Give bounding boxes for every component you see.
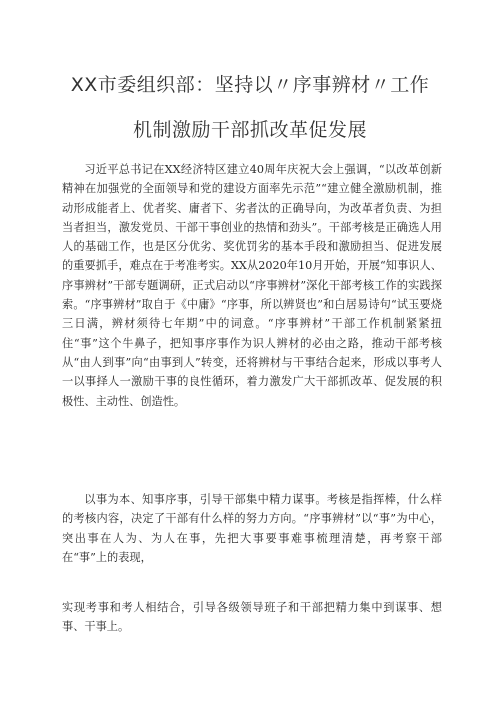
body-paragraph-2: 以事为本、知事序事，引导干部集中精力谋事。考核是指挥棒，什么样的考核内容，决定了干部有什么样的努力方向。“序事辨材”以“事”为中心，突出事在人为、为人在事，先把大事要事难事梳理清楚，再考察干部在“事”上的表现， — [62, 493, 442, 564]
document-title-line-2: 机制激励干部抓改革促发展 — [132, 119, 367, 141]
document-title-line-1: XX市委组织部：坚持以〃序事辨材〃工作 — [70, 74, 430, 96]
body-paragraph-1: 习近平总书记在XX经济特区建立40周年庆祝大会上强调，“以改革创新精神在加强党的全面领导和党的建设方面率先示范”“建立健全激励机制，推动形成能者上、优者奖、庸者下、劣者汰的正确导向，为改革者负责、为担当者担当，激发党员、干部干事创业的热情和劲头”。干部考核是正确选人用人的基础工作，也是区分优劣、奖优罚劣的基本手段和激励担当、促进发展的重要抓手，难点在于考准考实。XX从2020年10月开始，开展“知事识人、序事辨材”干部专题调研，正式启动以“序事辨材”深化干部考核工作的实践探索。“序事辨材”取自于《中庸》“序事，所以辨贤也”和白居易诗句“试玉要烧三日满，辨材须待七年期”中的词意。“序事辨材”干部工作机制紧紧扭住“事”这个牛鼻子，把知事序事作为识人辨材的必由之路，推动干部考核从“由人到事”向“由事到人”转变，还将辨材与干事结合起来，形成以事考人一以事择人一激励干事的良性循环，着力激发广大干部抓改革、促发展的积极性、主动性、创造性。 — [62, 163, 442, 408]
body-paragraph-3: 实现考事和考人相结合，引导各级领导班子和干部把精力集中到谋事、想事、干事上。 — [62, 601, 442, 634]
